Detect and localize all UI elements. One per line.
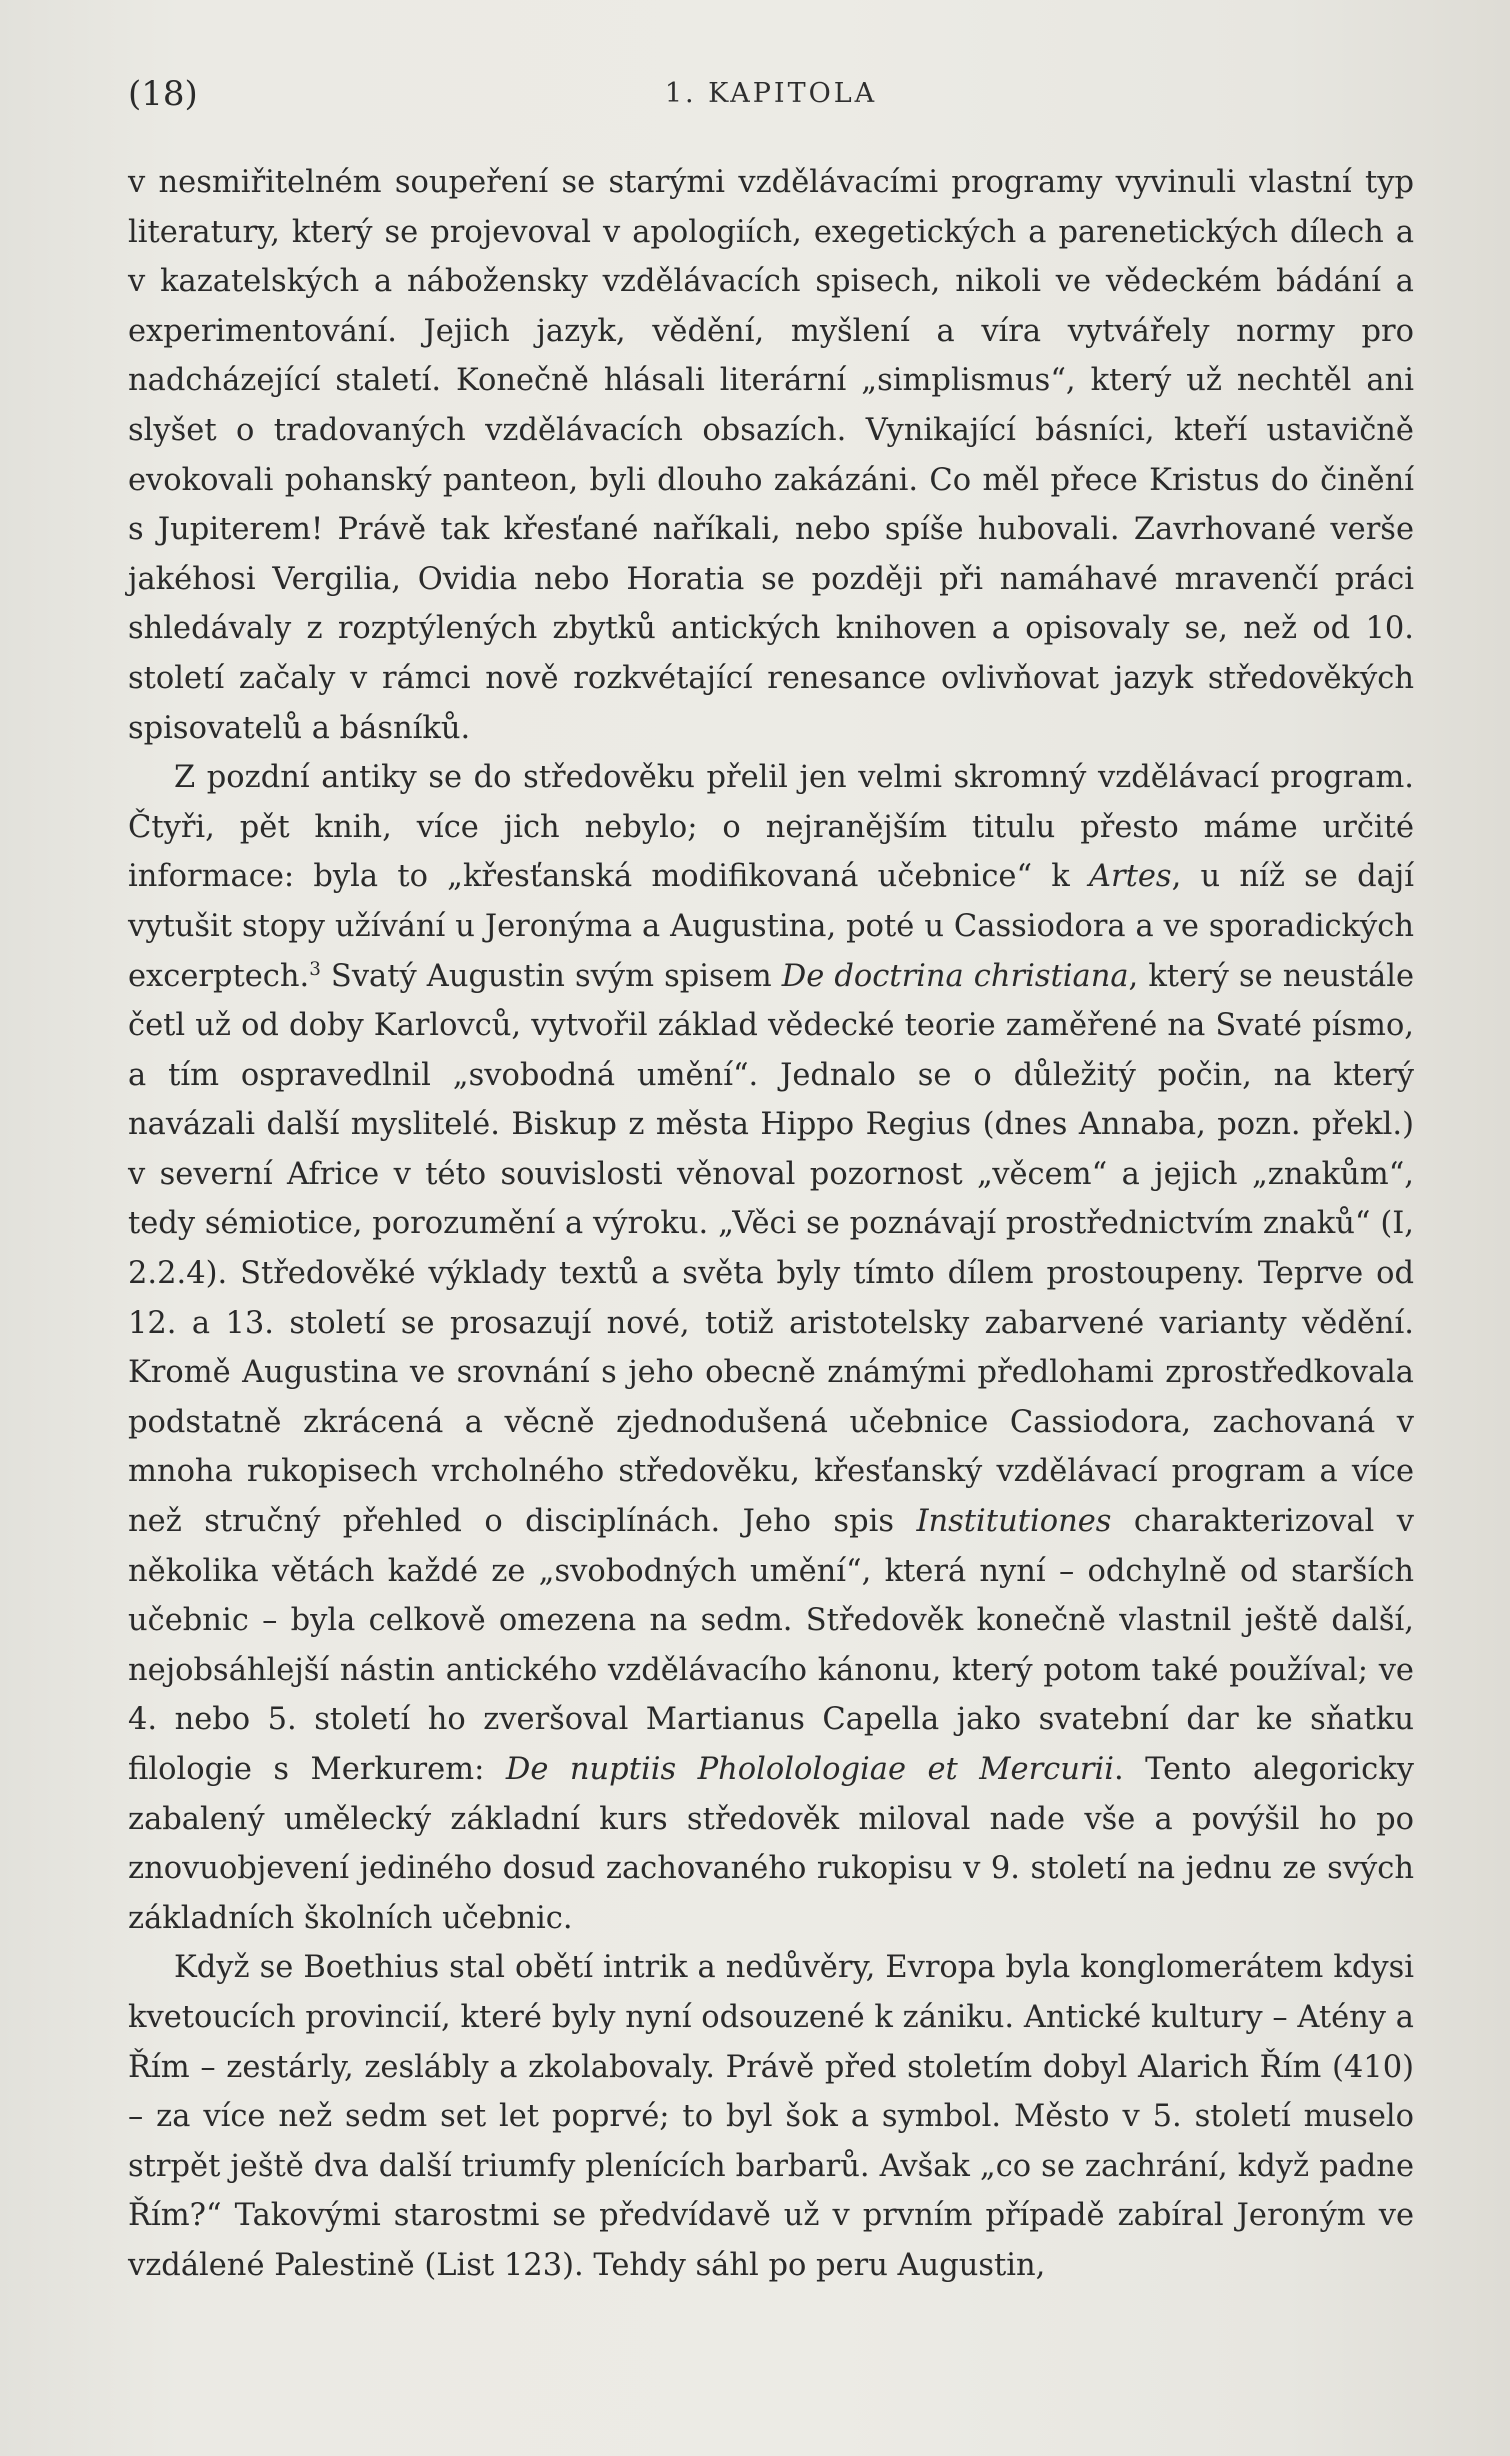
body-text bbox=[128, 158, 1414, 2291]
page-number: (18) bbox=[128, 74, 198, 114]
paragraph bbox=[128, 1943, 1414, 2290]
text-segment: Když se Boethius stal obětí intrik a nedůvěry, Evropa byla konglomerátem kdysi kvetoucích provincií, které byly nyní odsouzené k zániku. Antické kultury – Atény a Řím – zestárly, zeslábly a zkolabovaly. Právě před stoletím dobyl Alarich Řím (410) – za více než sedm set let poprvé; to byl šok a symbol. Město v 5. století muselo strpět ještě dva další triumfy plenících barbarů. Avšak „co se zachrání, když padne Řím?“ Takovými starostmi se předvídavě už v prvním případě zabíral Jeroným ve vzdálené Palestině (List 123). Tehdy sáhl po peru Augustin, bbox=[128, 1950, 1414, 2283]
italic-title: Artes bbox=[1089, 859, 1172, 895]
chapter-title: 1. KAPITOLA bbox=[664, 78, 878, 109]
paragraph bbox=[128, 158, 1414, 753]
text-segment: , u níž se dají vytušit stopy užívání u Jeronýma a Augustina, poté u Cassiodora a ve sporadických excerptech. bbox=[128, 859, 1414, 994]
italic-title: Institutiones bbox=[916, 1504, 1112, 1540]
text-segment: v nesmiřitelném soupeření se starými vzdělávacími programy vyvinuli vlastní typ literatury, který se projevoval v apologiích, exegetických a parenetických dílech a v kazatelských a nábožensky vzdělávacích spisech, nikoli ve vědeckém bádání a experimentování. Jejich jazyk, vědění, myšlení a víra vytvářely normy pro nadcházející staletí. Konečně hlásali literární „simplismus“, který už nechtěl ani slyšet o tradovaných vzdělávacích obsazích. Vynikající básníci, kteří ustavičně evokovali pohanský panteon, byli dlouho zakázáni. Co měl přece Kristus do činění s Jupiterem! Právě tak křesťané naříkali, nebo spíše hubovali. Zavrhované verše jakéhosi Vergilia, Ovidia nebo Horatia se později při namáhavé mravenčí práci shledávaly z rozptýlených zbytků antických knihoven a opisovaly se, než od 10. století začaly v rámci nově rozkvétající renesance ovlivňovat jazyk středověkých spisovatelů a básníků. bbox=[128, 165, 1414, 746]
italic-title: De nuptiis Phololologiae et Mercurii bbox=[505, 1752, 1114, 1787]
footnote-marker: 3 bbox=[309, 958, 321, 980]
paragraph bbox=[128, 753, 1414, 1943]
text-segment: charakterizoval v několika větách každé ze „svobodných umění“, která nyní – odchylně od starších učebnic – byla celkově omezena na sedm. Středověk konečně vlastnil ještě další, nejobsáhlejší nástin antického vzdělávacího kánonu, který potom také používal; ve 4. nebo 5. století ho zveršoval Martianus Capella jako svatební dar ke sňatku filologie s Merkurem: bbox=[128, 1504, 1414, 1787]
text-segment: Svatý Augustin svým spisem bbox=[320, 958, 782, 994]
text-segment: Z pozdní antiky se do středověku přelil jen velmi skromný vzdělávací program. Čtyři, pět knih, více jich nebylo; o nejranějším titulu přesto máme určité informace: byla to „křesťanská modifikovaná učebnice“ k bbox=[128, 760, 1414, 895]
text-segment: , který se neustále četl už od doby Karlovců, vytvořil základ vědecké teorie zaměřené na Svaté písmo, a tím ospravedlnil „svobodná umění“. Jednalo se o důležitý počin, na který navázali další myslitelé. Biskup z města Hippo Regius (dnes Annaba, pozn. překl.) v severní Africe v této souvislosti věnoval pozornost „věcem“ a jejich „znakům“, tedy sémiotice, porozumění a výroku. „Věci se poznávají prostřednictvím znaků“ (I, 2.2.4). Středověké výklady textů a světa byly tímto dílem prostoupeny. Teprve od 12. a 13. století se prosazují nové, totiž aristotelsky zabarvené varianty vědění. Kromě Augustina ve srovnání s jeho obecně známými předlohami zprostředkovala podstatně zkrácená a věcně zjednodušená učebnice Cassiodora, zachovaná v mnoha rukopisech vrcholného středověku, křesťanský vzdělávací program a více než stručný přehled o disciplínách. Jeho spis bbox=[128, 958, 1414, 1540]
italic-title: De doctrina christiana bbox=[781, 958, 1129, 994]
page-header bbox=[128, 66, 1414, 122]
text-segment: . Tento alegoricky zabalený umělecký základní kurs středověk miloval nade vše a povýšil ho po znovuobjevení jediného dosud zachovaného rukopisu v 9. století na jednu ze svých základních školních učebnic. bbox=[128, 1752, 1414, 1936]
